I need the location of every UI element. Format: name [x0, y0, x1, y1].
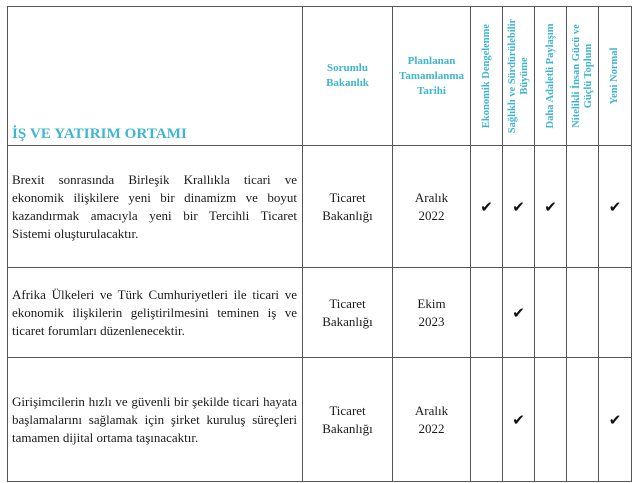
check-cell	[471, 268, 503, 358]
checkmark-icon: ✔	[608, 197, 622, 216]
section-title: İŞ VE YATIRIM ORTAMI	[8, 7, 303, 146]
checkmark-icon: ✔	[512, 303, 525, 322]
header-goal-label: Sağlıklı ve Sürdürülebilir	[506, 18, 518, 134]
checkmark-icon: ✔	[544, 197, 557, 216]
check-cell	[567, 358, 599, 482]
check-cell	[503, 358, 535, 482]
row-ministry-line2: Bakanlığı	[322, 313, 373, 329]
header-goal-label: Nitelikli İnsan Gücü ve	[570, 24, 582, 128]
row-date-line1: Ekim	[417, 295, 446, 311]
header-goal-economic-balance	[471, 7, 503, 146]
header-planned-date	[393, 7, 471, 146]
row-ministry-line2: Bakanlığı	[322, 207, 373, 223]
check-cell	[599, 358, 632, 482]
table-row	[8, 268, 632, 358]
row-description	[8, 358, 303, 482]
row-date-line1: Aralık	[414, 189, 449, 205]
row-description	[8, 268, 303, 358]
header-goal-label: Yeni Normal	[609, 47, 620, 105]
check-cell	[535, 358, 567, 482]
header-goal-label-line2: Büyüme	[518, 57, 530, 95]
table-row	[8, 358, 632, 482]
checkmark-icon: ✔	[480, 197, 493, 216]
row-date-line2: 2022	[418, 207, 445, 223]
row-ministry	[303, 146, 393, 268]
row-ministry-line2: Bakanlığı	[322, 420, 373, 436]
row-description-text: Brexit sonrasında Birleşik Krallıkla ticari ve ekonomik ilişkilere yeni bir dinamizm ve boyut kazandırmak amacıyla yeni bir Tercihli Ticaret Sistemi oluşturulacaktır.	[12, 171, 297, 241]
header-goal-sustainable-growth	[503, 7, 535, 146]
header-goal-fair-sharing	[535, 7, 567, 146]
row-date-line2: 2022	[418, 420, 445, 436]
header-date-line3: Tarihi	[417, 84, 446, 97]
row-ministry	[303, 268, 393, 358]
row-date	[393, 146, 471, 268]
row-ministry-line1: Ticaret	[329, 402, 366, 418]
check-cell	[599, 268, 632, 358]
check-cell	[503, 268, 535, 358]
check-cell	[567, 268, 599, 358]
action-plan-table	[7, 6, 632, 482]
header-goal-qualified-workforce	[567, 7, 599, 146]
header-row	[8, 7, 632, 146]
header-date-line2: Tamamlanma	[399, 69, 464, 82]
check-cell	[471, 146, 503, 268]
check-cell	[503, 146, 535, 268]
row-description	[8, 146, 303, 268]
check-cell	[599, 146, 632, 268]
row-ministry-line1: Ticaret	[329, 189, 366, 205]
header-ministry	[303, 7, 393, 146]
checkmark-icon: ✔	[512, 197, 525, 216]
table-row	[8, 146, 632, 268]
checkmark-icon: ✔	[608, 410, 622, 429]
header-goal-new-normal	[599, 7, 632, 146]
header-date-line1: Planlanan	[407, 54, 456, 67]
row-ministry-line1: Ticaret	[329, 295, 366, 311]
checkmark-icon: ✔	[512, 410, 525, 429]
row-description-text: Afrika Ülkeleri ve Türk Cumhuriyetleri ile ticari ve ekonomik ilişkilerin geliştirilmesini teminen iş ve ticaret forumları düzenlenecektir.	[12, 286, 297, 338]
header-ministry-line1: Sorumlu	[327, 62, 368, 74]
header-goal-label: Daha Adaletli Paylaşım	[544, 23, 556, 129]
row-date	[393, 268, 471, 358]
row-date-line1: Aralık	[414, 402, 449, 418]
header-goal-label-line2: Güçlü Toplum	[582, 43, 594, 109]
header-goal-label: Ekonomik Dengelenme	[480, 23, 492, 129]
check-cell	[535, 146, 567, 268]
check-cell	[471, 358, 503, 482]
row-description-text: Girişimcilerin hızlı ve güvenli bir şekilde ticari hayata başlamalarını sağlamak için şirket kuruluş süreçleri tamamen dijital ortama taşınacaktır.	[12, 393, 297, 445]
check-cell	[567, 146, 599, 268]
row-date-line2: 2023	[418, 313, 445, 329]
row-date	[393, 358, 471, 482]
check-cell	[535, 268, 567, 358]
header-ministry-line2: Bakanlık	[326, 77, 369, 89]
row-ministry	[303, 358, 393, 482]
